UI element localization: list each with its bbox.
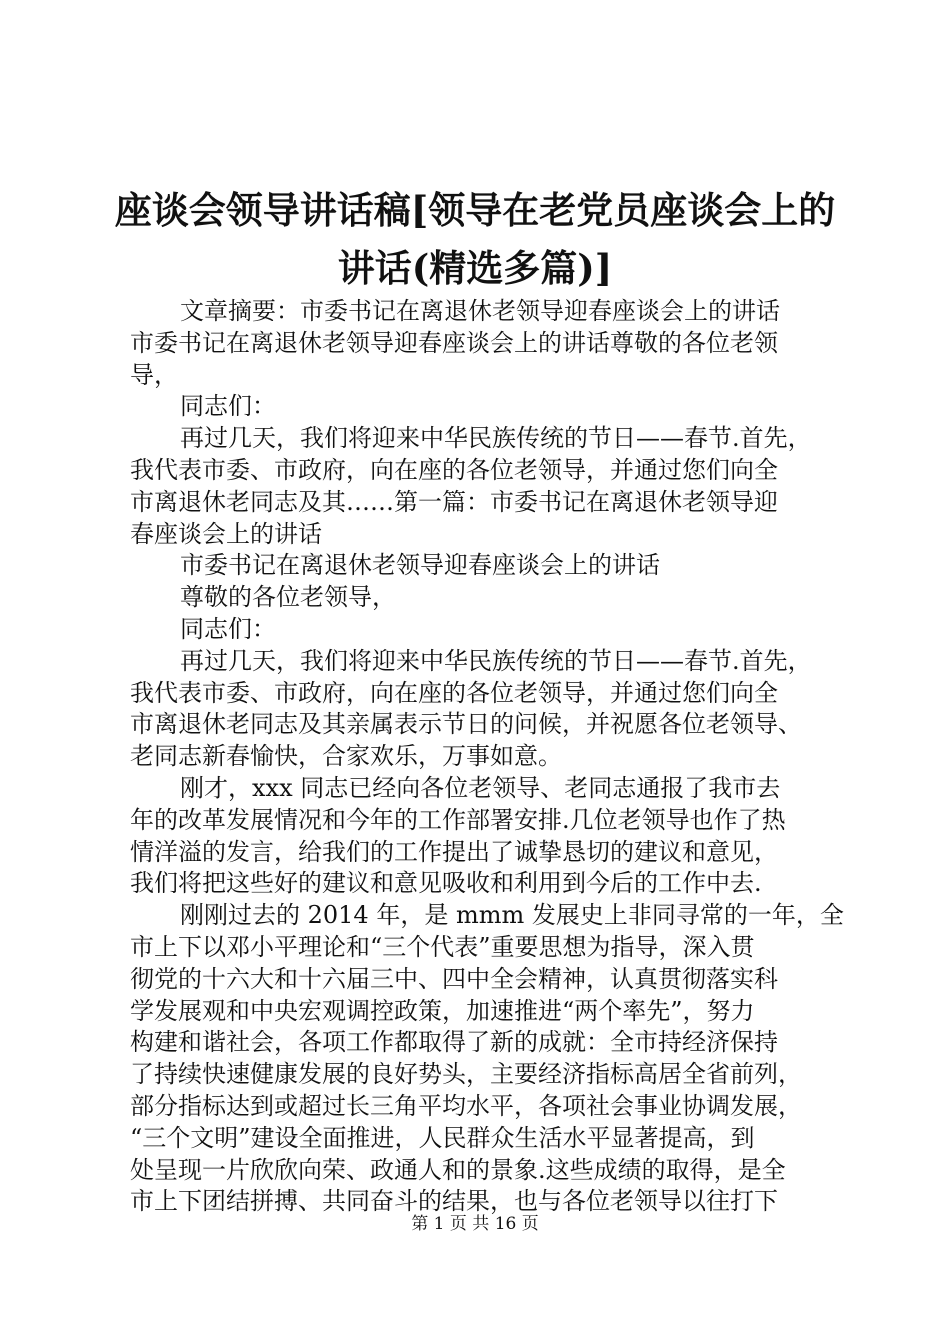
body-line: 老同志新春愉快，合家欢乐，万事如意。 [130,742,562,771]
body-line: 市离退休老同志及其……第一篇：市委书记在离退休老领导迎 [130,487,778,516]
body-line: 年的改革发展情况和今年的工作部署安排.几位老领导也作了热 [130,805,786,834]
body-line: 同志们： [180,614,276,643]
body-line: 学发展观和中央宏观调控政策，加速推进“两个率先”，努力 [130,996,755,1025]
body-line: 市离退休老同志及其亲属表示节日的问候，并祝愿各位老领导、 [130,710,802,739]
document-title-line-2: 讲话(精选多篇)] [337,246,613,290]
body-line: 刚才，xxx 同志已经向各位老领导、老同志通报了我市去 [180,773,781,802]
body-line: “三个文明”建设全面推进，人民群众生活水平显著提高，到 [130,1123,755,1152]
body-line: 尊敬的各位老领导， [180,583,396,612]
body-line: 处呈现一片欣欣向荣、政通人和的景象.这些成绩的取得，是全 [130,1155,786,1184]
body-line: 同志们： [180,392,276,421]
body-line: 刚刚过去的 2014 年，是 mmm 发展史上非同寻常的一年，全 [180,901,844,930]
body-line: 再过几天，我们将迎来中华民族传统的节日——春节.首先， [180,424,812,453]
body-line: 春座谈会上的讲话 [130,519,322,548]
body-line: 市上下以邓小平理论和“三个代表”重要思想为指导，深入贯 [130,932,755,961]
body-line: 我代表市委、市政府，向在座的各位老领导，并通过您们向全 [130,455,778,484]
body-line: 构建和谐社会，各项工作都取得了新的成就：全市持经济保持 [130,1028,778,1057]
document-body [130,296,844,1218]
body-line: 市委书记在离退休老领导迎春座谈会上的讲话尊敬的各位老领 [130,328,778,357]
body-line: 情洋溢的发言，给我们的工作提出了诚挚恳切的建议和意见， [130,837,778,866]
body-line: 市委书记在离退休老领导迎春座谈会上的讲话 [180,551,660,580]
body-line: 了持续快速健康发展的良好势头，主要经济指标高居全省前列， [130,1060,802,1089]
body-line: 我们将把这些好的建议和意见吸收和利用到今后的工作中去. [130,869,762,898]
body-line: 导， [130,360,178,389]
document-title-line-1: 座谈会领导讲话稿[领导在老党员座谈会上的 [114,188,836,232]
body-line: 再过几天，我们将迎来中华民族传统的节日——春节.首先， [180,646,812,675]
body-line: 我代表市委、市政府，向在座的各位老领导，并通过您们向全 [130,678,778,707]
page-footer: 第 1 页 共 16 页 [411,1214,539,1234]
body-line: 市上下团结拼搏、共同奋斗的结果，也与各位老领导以往打下 [130,1187,778,1216]
body-line: 文章摘要：市委书记在离退休老领导迎春座谈会上的讲话 [180,297,780,325]
body-line: 部分指标达到或超过长三角平均水平，各项社会事业协调发展， [130,1091,802,1120]
body-line: 彻党的十六大和十六届三中、四中全会精神，认真贯彻落实科 [130,964,778,993]
